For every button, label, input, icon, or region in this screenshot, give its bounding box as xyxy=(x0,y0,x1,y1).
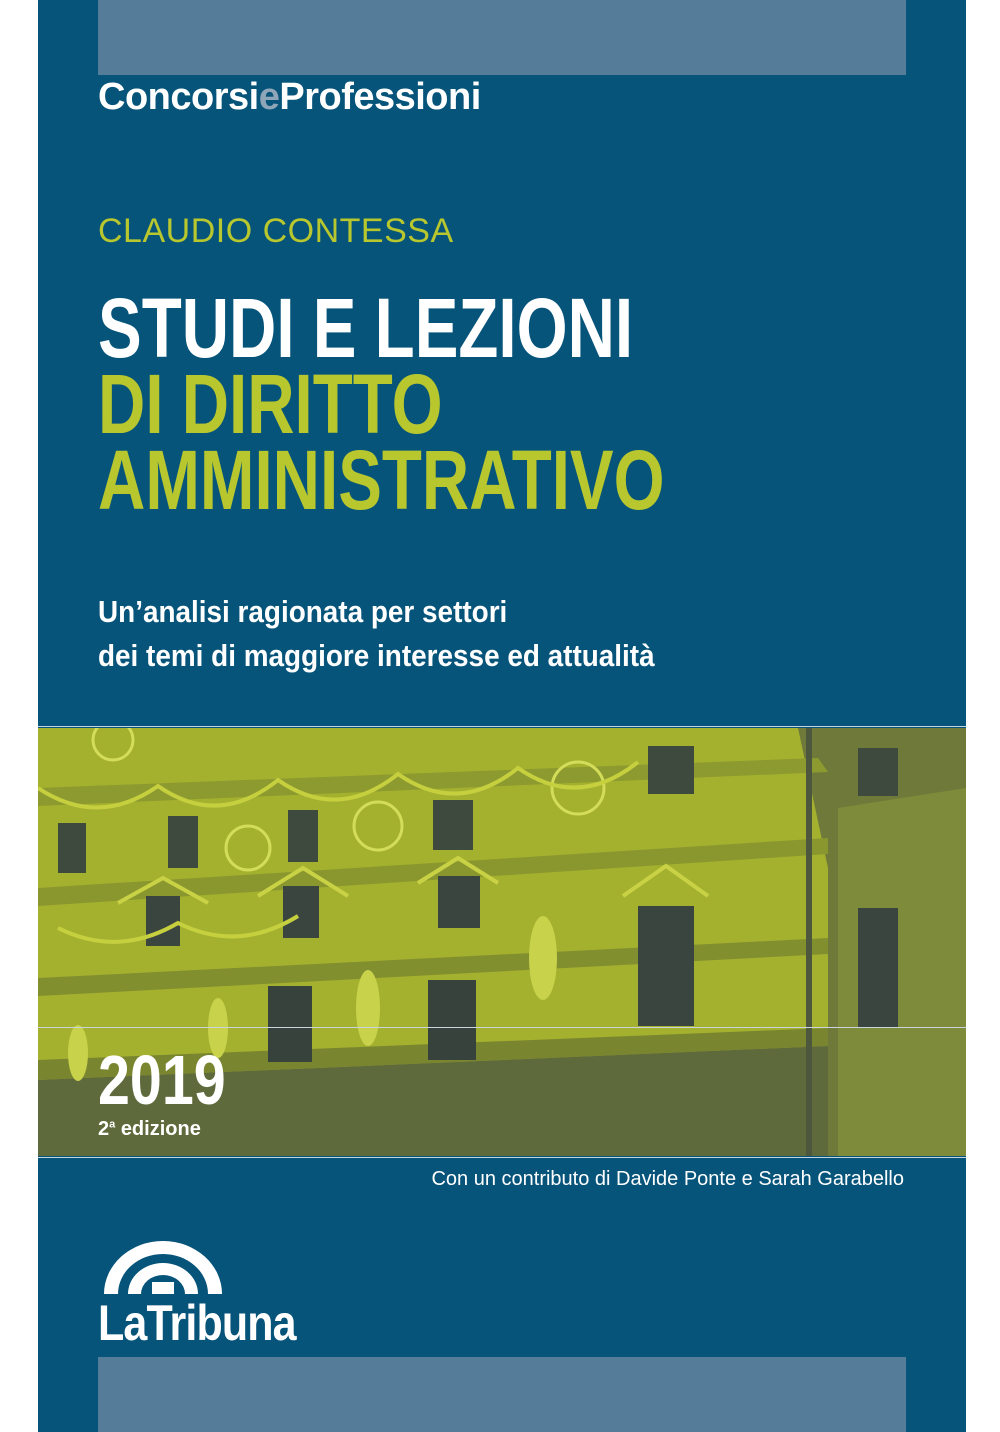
top-band xyxy=(98,0,906,75)
arch-logo-icon xyxy=(98,1238,228,1301)
series-title xyxy=(98,76,481,119)
contribution-note: Con un contributo di Davide Ponte e Sarah Garabello xyxy=(431,1168,904,1190)
divider-bottom xyxy=(38,1157,966,1158)
title-line-3: AMMINISTRATIVO xyxy=(98,433,665,527)
subtitle-line-2: dei temi di maggiore interesse ed attualità xyxy=(98,638,655,673)
series-part-3: Professioni xyxy=(279,76,481,118)
publisher-logo: LaTribuna xyxy=(98,1295,296,1351)
divider-middle xyxy=(38,1027,966,1028)
book-subtitle xyxy=(98,590,655,678)
author-name: CLAUDIO CONTESSA xyxy=(98,212,454,250)
edition-superscript: a xyxy=(109,1118,116,1131)
bottom-band xyxy=(98,1357,906,1432)
book-title xyxy=(98,281,665,527)
book-cover xyxy=(38,0,966,1432)
series-part-2: e xyxy=(258,76,280,118)
edition-number: 2 xyxy=(98,1118,110,1140)
edition-year: 2019 xyxy=(98,1041,226,1119)
subtitle-line-1: Un’analisi ragionata per settori xyxy=(98,594,508,629)
divider-top xyxy=(38,726,966,727)
edition-text: edizione xyxy=(120,1118,201,1140)
title-line-2: DI DIRITTO xyxy=(98,357,443,451)
series-part-1: Concorsi xyxy=(98,76,259,118)
title-line-1: STUDI E LEZIONI xyxy=(98,281,634,375)
edition-label xyxy=(98,1118,201,1141)
